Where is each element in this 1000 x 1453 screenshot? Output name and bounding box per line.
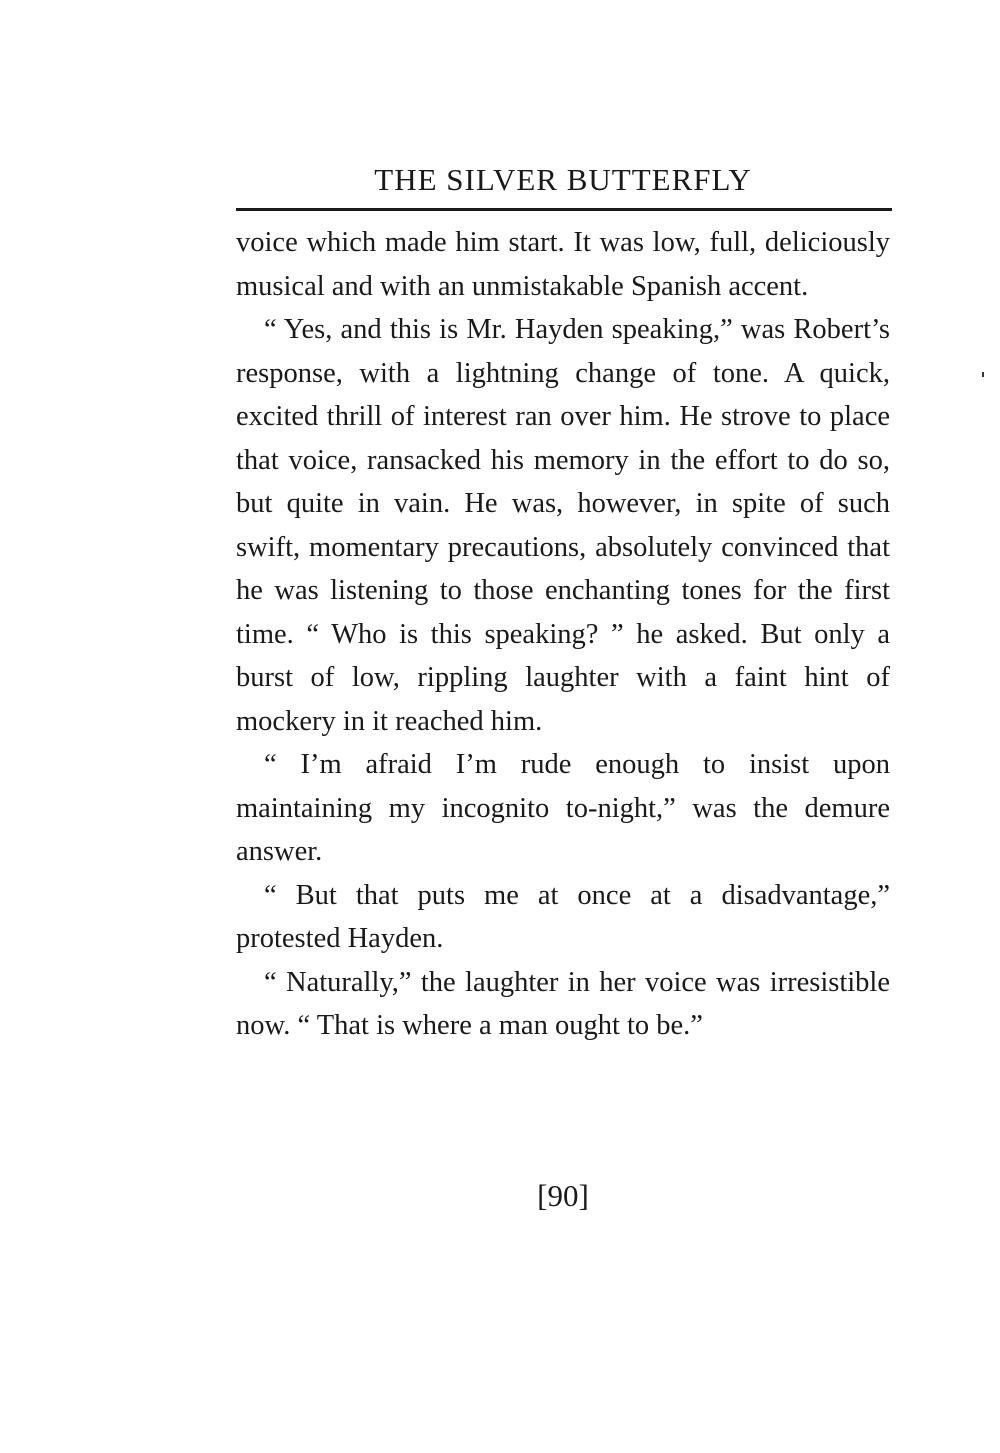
body-text	[236, 221, 890, 1048]
paragraph-continued: voice which made him start. It was low, full, deliciously musical and with an unmistakable Spanish accent.	[236, 227, 890, 302]
running-head: THE SILVER BUTTERFLY	[374, 162, 752, 197]
page-number: [90]	[537, 1178, 589, 1213]
paragraph-incognito: “ I’m afraid I’m rude enough to insist upon maintaining my incognito to-night,” was the demure answer.	[236, 749, 890, 867]
print-speck	[982, 372, 984, 377]
header-rule	[236, 208, 892, 211]
paragraph-disadvantage: “ But that puts me at once at a disadvantage,” protested Hayden.	[236, 879, 890, 954]
paragraph-telephone-response: “ Yes, and this is Mr. Hayden speaking,” was Robert’s response, with a lightning change of tone. A quick, excited thrill of interest ran over him. He strove to place that voice, ransacked his memory in the effort to do so, but quite in vain. He was, however, in spite of such swift, momentary precautions, absolutely convinced that he was listening to those enchanting tones for the first time. “ Who is this speaking? ” he asked. But only a burst of low, rippling laughter with a faint hint of mockery in it reached him.	[236, 314, 890, 737]
paragraph-naturally: “ Naturally,” the laughter in her voice was irresistible now. “ That is where a man ought to be.”	[236, 966, 890, 1041]
